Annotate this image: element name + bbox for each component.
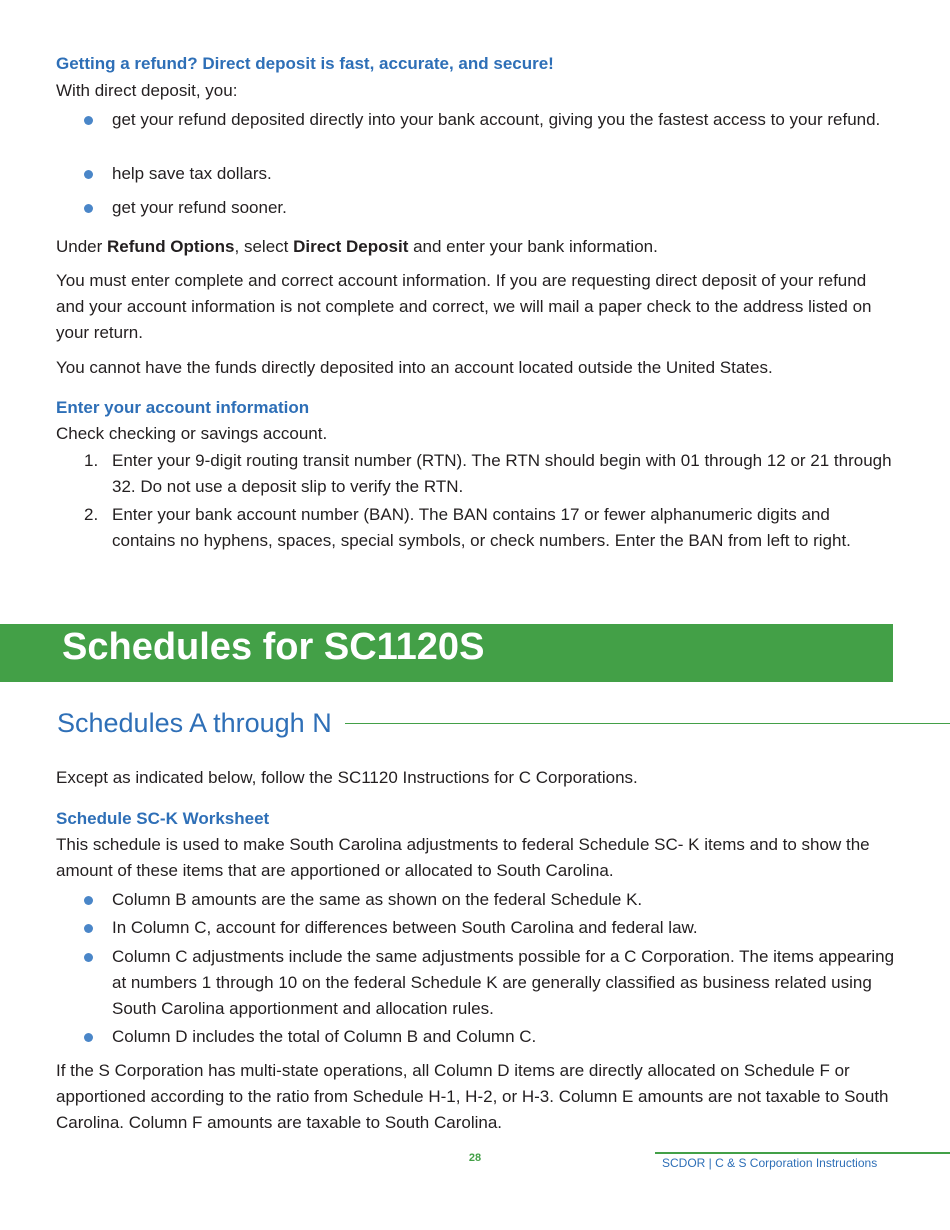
closing-paragraph: If the S Corporation has multi-state operations, all Column D items are directly allocated on Schedule F or apportioned according to the ratio from Schedule H-1, H-2, or H-3. Column E amounts are not taxable to South Carolina. Column F amounts are taxable to South Carolina. (56, 1061, 889, 1132)
text-run: Under (56, 237, 108, 256)
section-divider (345, 723, 950, 724)
refund-options-term: Refund Options (107, 237, 235, 256)
list-item (84, 107, 896, 159)
bullet-icon (84, 116, 93, 125)
step-text: Enter your bank account number (BAN). The BAN contains 17 or fewer alphanumeric digits and contains no hyphens, spaces, special symbols, or check numbers. Enter the BAN from left to right. (112, 505, 851, 550)
account-intro: Check checking or savings account. (56, 424, 328, 443)
list-item-text: In Column C, account for differences between South Carolina and federal law. (112, 918, 698, 937)
bullet-icon (84, 1033, 93, 1042)
list-item-text: Column C adjustments include the same adjustments possible for a C Corporation. The items appearing at numbers 1 through 10 on the federal Schedule K are generally classified as business related using South Carolina apportionment and allocation rules. (112, 947, 895, 1018)
footer-divider (655, 1152, 950, 1154)
account-info-paragraph: You must enter complete and correct account information. If you are requesting direct deposit of your refund and your account information is not complete and correct, we will mail a paper check to the address listed on your return. (56, 271, 872, 342)
sck-paragraph: This schedule is used to make South Carolina adjustments to federal Schedule SC- K items and to show the amount of these items that are apportioned or allocated to South Carolina. (56, 835, 870, 880)
refund-options-paragraph (56, 234, 896, 260)
bullet-icon (84, 896, 93, 905)
banner-title: Schedules for SC1120S (62, 626, 485, 668)
list-item-text: help save tax dollars. (112, 164, 272, 183)
bullet-icon (84, 924, 93, 933)
list-item-text: get your refund deposited directly into your bank account, giving you the fastest access to your refund. (112, 110, 881, 129)
list-item-text: get your refund sooner. (112, 198, 287, 217)
list-item-text: Column D includes the total of Column B and Column C. (112, 1027, 537, 1046)
section-title: Schedules A through N (57, 708, 332, 738)
bullet-icon (84, 953, 93, 962)
schedules-intro: Except as indicated below, follow the SC1120 Instructions for C Corporations. (56, 768, 638, 787)
step-text: Enter your 9-digit routing transit number (RTN). The RTN should begin with 01 through 12 or 21 through 32. Do not use a deposit slip to verify the RTN. (112, 451, 892, 496)
list-item-text: Column B amounts are the same as shown on the federal Schedule K. (112, 890, 643, 909)
refund-intro: With direct deposit, you: (56, 81, 238, 100)
bullet-icon (84, 170, 93, 179)
step-number: 2. (84, 505, 99, 524)
footer-doc-title: SCDOR | C & S Corporation Instructions (662, 1156, 878, 1170)
section-banner (0, 624, 893, 682)
outside-us-paragraph: You cannot have the funds directly deposited into an account located outside the United States. (56, 358, 773, 377)
direct-deposit-term: Direct Deposit (293, 237, 409, 256)
text-run: , select (234, 237, 294, 256)
sck-heading: Schedule SC-K Worksheet (56, 809, 270, 828)
step-number: 1. (84, 451, 99, 470)
page-number: 28 (468, 1152, 482, 1164)
refund-heading: Getting a refund? Direct deposit is fast, accurate, and secure! (56, 54, 554, 73)
text-run: and enter your bank information. (408, 237, 658, 256)
account-heading: Enter your account information (56, 398, 310, 417)
bullet-icon (84, 204, 93, 213)
